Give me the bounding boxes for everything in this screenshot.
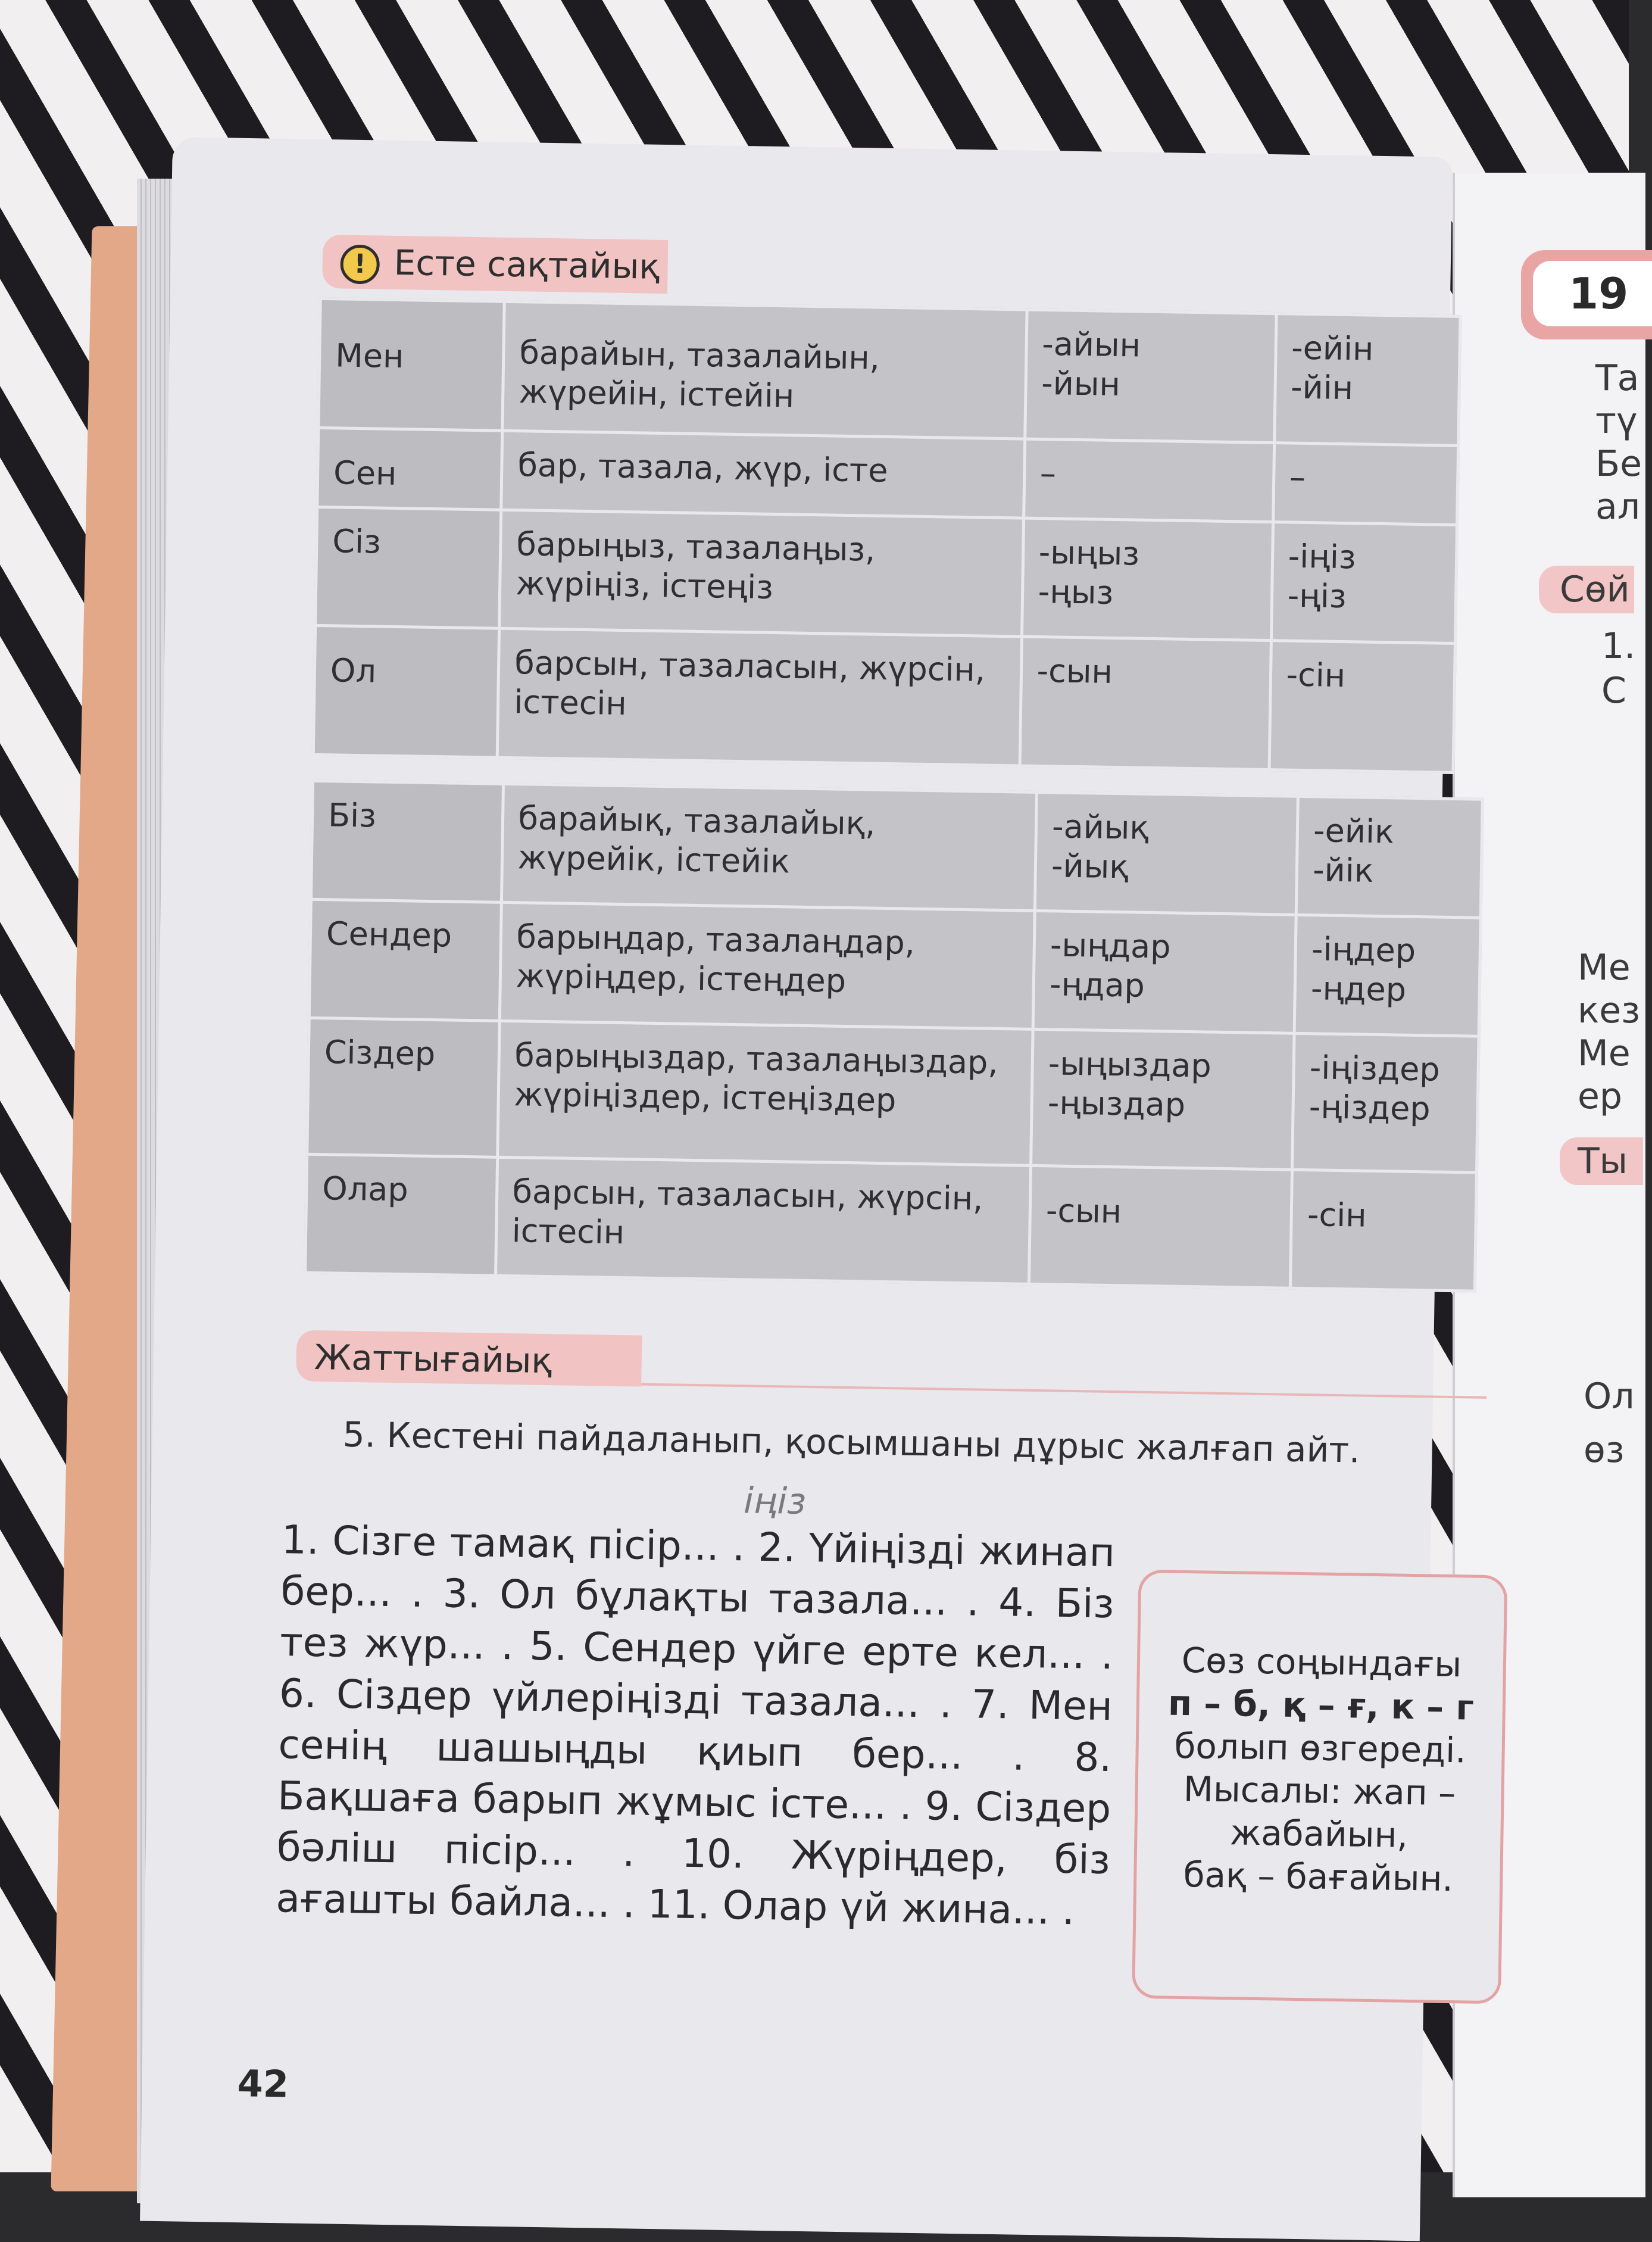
back-suffix-cell: -сын — [1029, 1165, 1292, 1288]
pronoun-cell: Сен — [317, 428, 502, 510]
conjugation-table-plural — [304, 779, 1484, 1293]
table-row — [313, 625, 1455, 772]
exercise-text: 1. Сізге тамақ пісір... . 2. Үйіңізді жинап бер... . 3. Ол бұлақты тазала... . 4. Біз тез жүр... . 5. Сендер үйге ерте кел... . 6. Сіздер үйлеріңізді тазала... . 7. Мен сенің шашыңды қиып бер... . 8. Бақшаға барып жұмыс істе... . 9. Сіздер бәліш пісір... . 10. Жүріңдер, біз ағашты байла... . 11. Олар үй жина... . — [275, 1517, 1116, 1934]
note-line: жабайын, — [1229, 1812, 1409, 1856]
right-page-tab-label: Сөй — [1560, 569, 1630, 610]
front-suffix-cell: -сін — [1291, 1170, 1477, 1291]
back-suffix-cell: -айын -йын — [1025, 310, 1276, 443]
note-box — [1132, 1570, 1507, 2004]
page-number: 42 — [237, 2062, 289, 2106]
textbook-page — [140, 137, 1475, 2241]
pronoun-cell: Ол — [313, 625, 499, 757]
handwritten-answer: іңіз — [743, 1480, 807, 1523]
right-page-line: ер — [1578, 1075, 1622, 1117]
right-page-line: Ме — [1578, 947, 1631, 989]
back-suffix-cell: -ыңыздар -ңыздар — [1031, 1029, 1295, 1170]
note-line: бақ – бағайын. — [1183, 1854, 1454, 1900]
right-page-number: 19 — [1533, 261, 1652, 326]
table-row — [305, 1154, 1477, 1291]
exclamation-icon: ! — [340, 244, 380, 284]
right-page-line: С — [1601, 670, 1626, 712]
back-suffix-cell: -ыңдар -ңдар — [1033, 910, 1296, 1033]
right-page-line: Та — [1595, 357, 1639, 399]
table-row — [311, 781, 1482, 918]
exercise-tab: Жаттығайық — [296, 1330, 642, 1387]
back-suffix-cell: -ыңыз -ңыз — [1022, 518, 1273, 641]
remember-title: Есте сақтайық — [394, 242, 660, 287]
front-suffix-cell: -ейік -йік — [1296, 796, 1482, 918]
right-page-line: Ол — [1584, 1376, 1635, 1417]
front-suffix-cell: – — [1273, 443, 1458, 525]
pronoun-cell: Олар — [305, 1154, 498, 1276]
right-page-line: тү — [1595, 400, 1638, 442]
forms-cell: барыңыздар, тазалаңыздар, жүріңіздер, істеңіздер — [497, 1021, 1033, 1165]
front-suffix-cell: -сін — [1269, 641, 1456, 773]
forms-cell: барсын, тазаласын, жүрсін, істесін — [497, 628, 1022, 766]
pronoun-cell: Сіз — [316, 507, 501, 628]
table-row — [307, 1018, 1479, 1173]
section-divider — [641, 1383, 1487, 1399]
right-page-line: ал — [1595, 486, 1641, 528]
right-page-line: Бе — [1595, 443, 1642, 485]
forms-cell: барсын, тазаласын, жүрсін, істесін — [495, 1157, 1031, 1284]
back-suffix-cell: -сын — [1020, 637, 1271, 770]
table-row — [316, 507, 1457, 643]
note-line: Сөз соңындағы — [1181, 1639, 1462, 1685]
right-page-line: Ты — [1578, 1140, 1628, 1182]
front-suffix-cell: -ейін -йін — [1274, 314, 1460, 446]
pronoun-cell: Сендер — [309, 899, 501, 1021]
pronoun-cell: Біз — [311, 781, 503, 902]
right-page-line: 1. — [1601, 625, 1636, 667]
conjugation-table-singular — [312, 297, 1462, 774]
note-line-rule: п – б, қ – ғ, к – г — [1167, 1682, 1475, 1728]
front-suffix-cell: -іңдер -ңдер — [1294, 915, 1481, 1036]
back-suffix-cell: -айық -йық — [1035, 792, 1298, 915]
right-page-line: кез — [1578, 990, 1641, 1031]
back-suffix-cell: – — [1023, 439, 1274, 522]
forms-cell: барайық, тазалайық, жүрейік, істейік — [501, 784, 1037, 910]
forms-cell: бар, тазала, жүр, істе — [501, 431, 1025, 518]
task-instruction: 5. Кестені пайдаланып, қосымшаны дұрыс жалғап айт. — [342, 1414, 1361, 1471]
pronoun-cell: Сіздер — [307, 1018, 499, 1157]
forms-cell: барыңдар, тазалаңдар, жүріңдер, істеңдер — [499, 902, 1035, 1029]
note-line: болып өзгереді. — [1174, 1725, 1467, 1771]
remember-tab — [322, 235, 668, 294]
forms-cell: барайын, тазалайын, жүрейін, істейін — [502, 301, 1027, 439]
table-row — [318, 298, 1460, 445]
table-row — [309, 899, 1481, 1036]
pronoun-cell: Мен — [318, 298, 505, 431]
note-line: Мысалы: жап – — [1183, 1769, 1456, 1814]
right-page-line: өз — [1584, 1429, 1625, 1471]
right-page-line: Ме — [1578, 1033, 1631, 1074]
forms-cell: барыңыз, тазалаңыз, жүріңіз, істеңіз — [499, 510, 1023, 637]
front-suffix-cell: -іңіз -ңіз — [1271, 522, 1457, 644]
front-suffix-cell: -іңіздер -ңіздер — [1292, 1033, 1479, 1173]
